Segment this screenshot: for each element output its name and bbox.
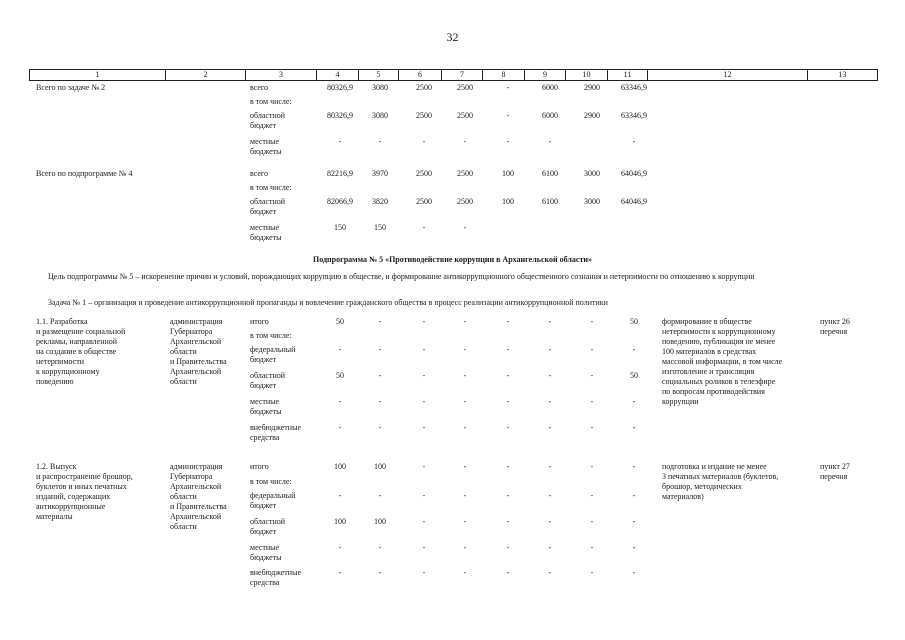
item-1-2-name: 1.2. Выпуск и распространение брошюр, буклетов и иных печатных изданий, содержащих антикоррупционные материалы: [36, 462, 133, 521]
amount-cell: -: [548, 137, 552, 146]
amount-cell: -: [506, 423, 510, 432]
amount-cell: -: [590, 423, 594, 432]
amount-cell: 3000: [584, 169, 600, 178]
funding-source-label: областной бюджет: [250, 111, 286, 130]
funding-source-label: местные бюджеты: [250, 137, 282, 156]
column-number-8: 8: [483, 70, 525, 81]
funding-source-label: областной бюджет: [250, 197, 286, 216]
amount-cell: -: [463, 223, 467, 232]
amount-cell: 64046,9: [621, 169, 647, 178]
funding-source-label: федеральный бюджет: [250, 491, 296, 510]
amount-cell: 6000: [542, 83, 558, 92]
funding-source-label: областной бюджет: [250, 517, 286, 536]
item-1-2-result: подготовка и издание не менее 3 печатных материалов (буклетов, брошюр, методических материалов): [662, 462, 779, 501]
amount-cell: -: [548, 517, 552, 526]
amount-cell: -: [463, 543, 467, 552]
amount-cell: -: [422, 317, 426, 326]
amount-cell: 82066,9: [327, 197, 353, 206]
amount-cell: -: [463, 423, 467, 432]
item-1-1-name: 1.1. Разработка и размещение социальной рекламы, направленной на создание в обществе нетерпимости к коррупционному поведению: [36, 317, 126, 386]
amount-cell: -: [632, 517, 636, 526]
funding-source-label: местные бюджеты: [250, 543, 282, 562]
amount-cell: 80326,9: [327, 111, 353, 120]
amount-cell: 6100: [542, 169, 558, 178]
amount-cell: 3080: [372, 83, 388, 92]
amount-cell: -: [422, 543, 426, 552]
amount-cell: -: [632, 137, 636, 146]
amount-cell: -: [378, 568, 382, 577]
amount-cell: -: [422, 491, 426, 500]
subprogram-goal: Цель подпрограммы № 5 – искоренение причин и условий, порождающих коррупцию в обществе, и формирование антикоррупционного общественного сознания и нетерпимости по отношению к коррупции: [48, 272, 755, 281]
item-1-2-reference: пункт 27 перечня: [820, 462, 850, 481]
amount-cell: -: [506, 345, 510, 354]
amount-cell: 150: [374, 223, 386, 232]
column-number-3: 3: [246, 70, 317, 81]
amount-cell: -: [463, 517, 467, 526]
amount-cell: 2900: [584, 83, 600, 92]
amount-cell: 2500: [457, 83, 473, 92]
funding-source-label: в том числе:: [250, 331, 292, 340]
amount-cell: -: [590, 345, 594, 354]
funding-source-label: внебюджетные средства: [250, 423, 301, 442]
amount-cell: -: [338, 491, 342, 500]
amount-cell: 6000: [542, 111, 558, 120]
amount-cell: -: [422, 517, 426, 526]
amount-cell: -: [506, 462, 510, 471]
amount-cell: -: [422, 397, 426, 406]
page-number: 32: [446, 30, 459, 44]
amount-cell: 2500: [416, 197, 432, 206]
column-number-5: 5: [359, 70, 399, 81]
amount-cell: 3970: [372, 169, 388, 178]
amount-cell: -: [548, 317, 552, 326]
amount-cell: 2500: [416, 83, 432, 92]
amount-cell: -: [548, 543, 552, 552]
funding-source-label: итого: [250, 462, 269, 471]
amount-cell: 50: [630, 371, 638, 380]
funding-source-label: в том числе:: [250, 183, 292, 192]
amount-cell: -: [338, 397, 342, 406]
amount-cell: -: [338, 423, 342, 432]
amount-cell: 64046,9: [621, 197, 647, 206]
amount-cell: 50: [630, 317, 638, 326]
item-1-2-executor: администрация Губернатора Архангельской области и Правительства Архангельской области: [170, 462, 227, 531]
amount-cell: -: [590, 462, 594, 471]
amount-cell: -: [338, 568, 342, 577]
amount-cell: -: [422, 345, 426, 354]
amount-cell: -: [378, 397, 382, 406]
amount-cell: 6100: [542, 197, 558, 206]
amount-cell: 63346,9: [621, 111, 647, 120]
amount-cell: -: [506, 568, 510, 577]
amount-cell: -: [590, 371, 594, 380]
column-number-1: 1: [30, 70, 166, 81]
funding-source-label: областной бюджет: [250, 371, 286, 390]
amount-cell: -: [548, 397, 552, 406]
amount-cell: -: [422, 462, 426, 471]
column-header-row: [29, 69, 878, 81]
column-number-13: 13: [808, 70, 878, 81]
amount-cell: 50: [336, 317, 344, 326]
amount-cell: 100: [502, 197, 514, 206]
column-number-2: 2: [166, 70, 246, 81]
funding-source-label: местные бюджеты: [250, 223, 282, 242]
amount-cell: -: [378, 491, 382, 500]
amount-cell: 100: [502, 169, 514, 178]
amount-cell: -: [590, 517, 594, 526]
amount-cell: -: [422, 423, 426, 432]
item-1-1-executor: администрация Губернатора Архангельской области и Правительства Архангельской области: [170, 317, 227, 386]
column-number-6: 6: [399, 70, 442, 81]
funding-source-label: всего: [250, 169, 269, 178]
amount-cell: -: [338, 543, 342, 552]
amount-cell: -: [506, 517, 510, 526]
amount-cell: 2500: [457, 197, 473, 206]
amount-cell: -: [632, 491, 636, 500]
amount-cell: -: [548, 345, 552, 354]
amount-cell: -: [548, 491, 552, 500]
amount-cell: -: [463, 568, 467, 577]
amount-cell: 3000: [584, 197, 600, 206]
amount-cell: -: [422, 568, 426, 577]
amount-cell: -: [632, 397, 636, 406]
funding-source-label: итого: [250, 317, 269, 326]
amount-cell: -: [422, 371, 426, 380]
amount-cell: -: [463, 491, 467, 500]
amount-cell: -: [378, 137, 382, 146]
amount-cell: -: [632, 345, 636, 354]
column-number-10: 10: [566, 70, 608, 81]
subprogram4-total-label: Всего по подпрограмме № 4: [36, 169, 133, 178]
amount-cell: -: [632, 462, 636, 471]
amount-cell: 80326,9: [327, 83, 353, 92]
amount-cell: -: [548, 371, 552, 380]
subprogram-5-title: Подпрограмма № 5 «Противодействие коррупции в Архангельской области»: [313, 255, 592, 264]
amount-cell: 100: [334, 517, 346, 526]
amount-cell: -: [548, 568, 552, 577]
amount-cell: 2500: [416, 169, 432, 178]
amount-cell: -: [506, 397, 510, 406]
amount-cell: 150: [334, 223, 346, 232]
amount-cell: 3080: [372, 111, 388, 120]
amount-cell: 2500: [457, 169, 473, 178]
amount-cell: 2500: [416, 111, 432, 120]
amount-cell: 2500: [457, 111, 473, 120]
amount-cell: -: [422, 137, 426, 146]
amount-cell: -: [506, 83, 510, 92]
amount-cell: -: [548, 462, 552, 471]
amount-cell: 100: [374, 462, 386, 471]
item-1-1-reference: пункт 26 перечня: [820, 317, 850, 336]
amount-cell: 100: [374, 517, 386, 526]
amount-cell: -: [463, 137, 467, 146]
amount-cell: -: [590, 568, 594, 577]
item-1-1-result: формирование в обществе нетерпимости к коррупционному поведению, публикация не менее 100 материалов в средствах массовой информации, в том числе изготовление и трансляция социальных роликов в телеэфире по вопросам противодействия коррупции: [662, 317, 783, 406]
amount-cell: -: [463, 317, 467, 326]
amount-cell: -: [506, 543, 510, 552]
amount-cell: -: [378, 317, 382, 326]
amount-cell: 82216,9: [327, 169, 353, 178]
amount-cell: -: [632, 543, 636, 552]
amount-cell: -: [378, 345, 382, 354]
column-number-4: 4: [317, 70, 359, 81]
funding-source-label: федеральный бюджет: [250, 345, 296, 364]
amount-cell: -: [590, 543, 594, 552]
amount-cell: -: [506, 371, 510, 380]
amount-cell: 3820: [372, 197, 388, 206]
amount-cell: -: [463, 371, 467, 380]
amount-cell: 50: [336, 371, 344, 380]
amount-cell: -: [590, 397, 594, 406]
amount-cell: -: [632, 423, 636, 432]
amount-cell: 100: [334, 462, 346, 471]
amount-cell: -: [463, 462, 467, 471]
amount-cell: -: [506, 491, 510, 500]
amount-cell: -: [590, 317, 594, 326]
amount-cell: -: [548, 423, 552, 432]
funding-source-label: всего: [250, 83, 269, 92]
amount-cell: -: [378, 371, 382, 380]
amount-cell: -: [338, 345, 342, 354]
task2-total-label: Всего по задаче № 2: [36, 83, 106, 92]
column-number-9: 9: [525, 70, 566, 81]
funding-source-label: в том числе:: [250, 477, 292, 486]
amount-cell: 63346,9: [621, 83, 647, 92]
amount-cell: -: [632, 568, 636, 577]
column-number-11: 11: [608, 70, 648, 81]
amount-cell: -: [422, 223, 426, 232]
amount-cell: -: [506, 137, 510, 146]
amount-cell: -: [378, 423, 382, 432]
amount-cell: -: [338, 137, 342, 146]
amount-cell: 2900: [584, 111, 600, 120]
amount-cell: -: [463, 397, 467, 406]
column-number-7: 7: [442, 70, 483, 81]
amount-cell: -: [506, 111, 510, 120]
amount-cell: -: [590, 491, 594, 500]
amount-cell: -: [378, 543, 382, 552]
column-number-12: 12: [648, 70, 808, 81]
task-1-description: Задача № 1 – организация и проведение антикоррупционной пропаганды и вовлечение гражданского общества в процесс реализации антикоррупционной политики: [48, 298, 608, 307]
amount-cell: -: [463, 345, 467, 354]
amount-cell: -: [506, 317, 510, 326]
funding-source-label: внебюджетные средства: [250, 568, 301, 587]
funding-source-label: местные бюджеты: [250, 397, 282, 416]
funding-source-label: в том числе:: [250, 97, 292, 106]
